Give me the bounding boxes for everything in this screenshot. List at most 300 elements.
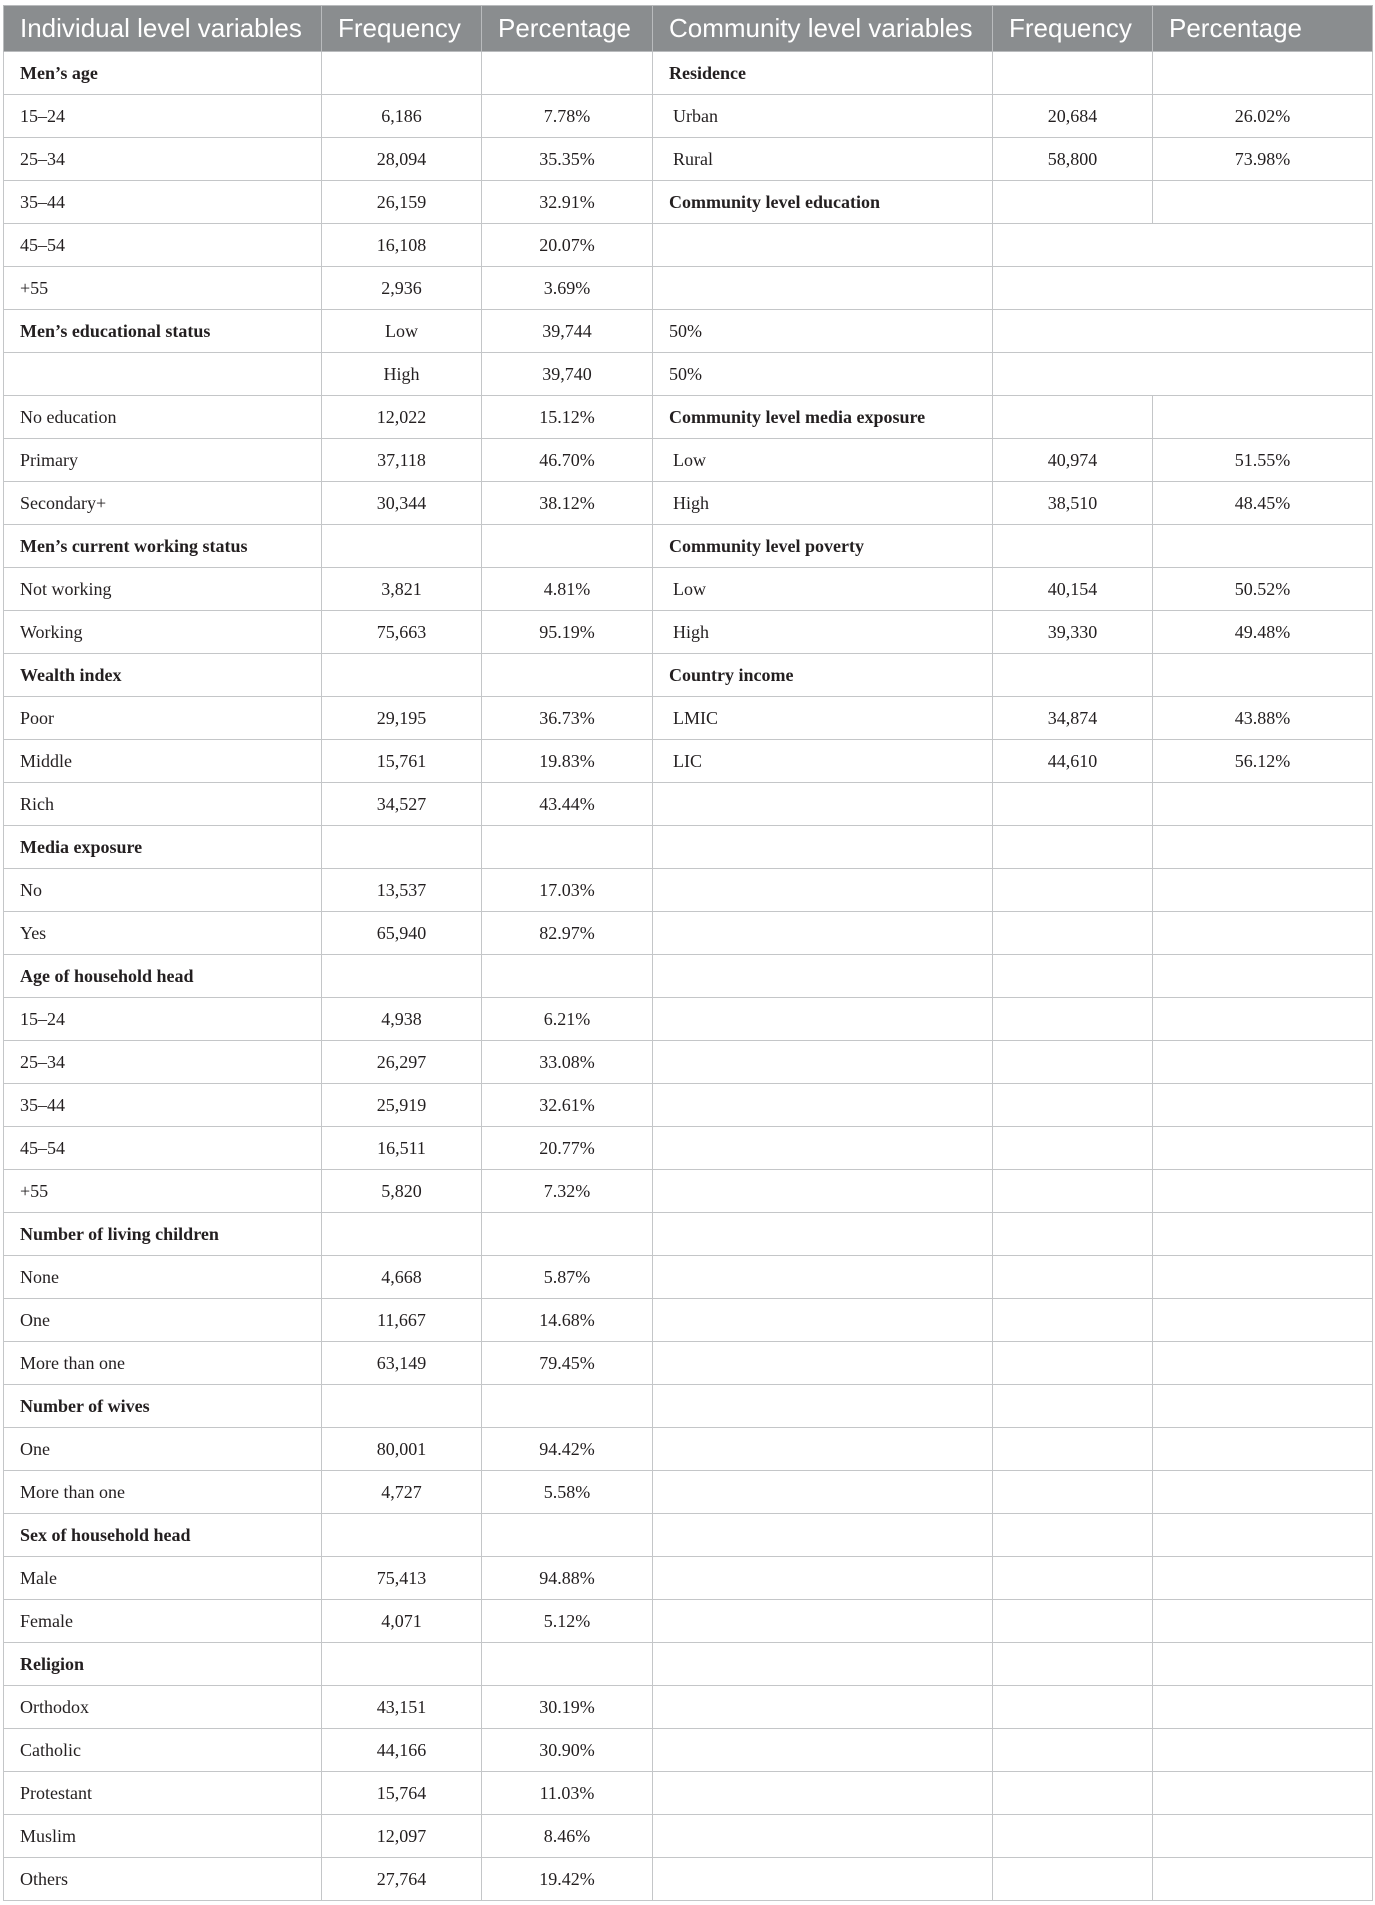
frequency-cell <box>993 1127 1153 1170</box>
frequency-cell <box>993 1084 1153 1127</box>
table-row <box>4 697 1373 740</box>
community-variable-cell <box>653 267 993 310</box>
community-variable-cell <box>653 869 993 912</box>
community-variable-cell <box>653 1686 993 1729</box>
individual-variable-cell: Middle <box>4 740 322 783</box>
individual-variable-cell: Sex of household head <box>4 1514 322 1557</box>
table-row <box>4 224 1373 267</box>
frequency-cell: 4,071 <box>322 1600 482 1643</box>
percentage-cell <box>1153 1299 1373 1342</box>
header-individual-variables: Individual level variables <box>4 6 322 52</box>
percentage-cell <box>1153 525 1373 568</box>
individual-variable-cell: None <box>4 1256 322 1299</box>
percentage-cell: 30.19% <box>482 1686 653 1729</box>
frequency-cell: 12,097 <box>322 1815 482 1858</box>
community-variable-cell <box>653 1729 993 1772</box>
table-row <box>4 439 1373 482</box>
frequency-cell: 63,149 <box>322 1342 482 1385</box>
community-variable-cell <box>653 912 993 955</box>
percentage-cell: 20.07% <box>482 224 653 267</box>
frequency-cell <box>322 826 482 869</box>
individual-variable-cell: Orthodox <box>4 1686 322 1729</box>
frequency-cell <box>993 525 1153 568</box>
percentage-cell <box>1153 1342 1373 1385</box>
community-variable-cell <box>653 1342 993 1385</box>
frequency-cell: 80,001 <box>322 1428 482 1471</box>
percentage-cell <box>1153 998 1373 1041</box>
frequency-cell <box>993 181 1153 224</box>
percentage-cell: 3.69% <box>482 267 653 310</box>
frequency-cell: 5,820 <box>322 1170 482 1213</box>
frequency-cell <box>993 1428 1153 1471</box>
frequency-cell: 40,154 <box>993 568 1153 611</box>
community-variable-cell: Community level media exposure <box>653 396 993 439</box>
community-variable-cell <box>653 783 993 826</box>
percentage-cell: 5.12% <box>482 1600 653 1643</box>
frequency-cell: 43,151 <box>322 1686 482 1729</box>
table-row <box>4 310 1373 353</box>
community-variable-cell <box>653 1127 993 1170</box>
percentage-cell <box>1153 1858 1373 1901</box>
frequency-cell: 28,094 <box>322 138 482 181</box>
frequency-cell <box>322 1213 482 1256</box>
individual-variable-cell: Not working <box>4 568 322 611</box>
table-row <box>4 1342 1373 1385</box>
percentage-cell: 15.12% <box>482 396 653 439</box>
frequency-cell <box>993 1643 1153 1686</box>
frequency-cell: 15,761 <box>322 740 482 783</box>
percentage-cell: 38.12% <box>482 482 653 525</box>
frequency-cell <box>993 1815 1153 1858</box>
frequency-cell <box>993 1170 1153 1213</box>
individual-variable-cell: 35–44 <box>4 1084 322 1127</box>
table-row <box>4 998 1373 1041</box>
frequency-cell: 75,413 <box>322 1557 482 1600</box>
community-variable-cell: Low <box>653 568 993 611</box>
percentage-cell: 46.70% <box>482 439 653 482</box>
frequency-cell: 11,667 <box>322 1299 482 1342</box>
community-variable-cell <box>653 955 993 998</box>
percentage-cell: 19.42% <box>482 1858 653 1901</box>
community-variable-cell <box>653 1213 993 1256</box>
individual-variable-cell: Age of household head <box>4 955 322 998</box>
table-row <box>4 52 1373 95</box>
frequency-cell: 39,330 <box>993 611 1153 654</box>
community-variable-cell <box>653 1815 993 1858</box>
table-row <box>4 955 1373 998</box>
frequency-cell <box>993 1041 1153 1084</box>
table-row <box>4 482 1373 525</box>
individual-variable-cell: Men’s educational status <box>4 310 322 353</box>
percentage-cell <box>1153 1170 1373 1213</box>
frequency-cell <box>993 1471 1153 1514</box>
community-variable-cell: Rural <box>653 138 993 181</box>
individual-variable-cell: More than one <box>4 1471 322 1514</box>
frequency-cell: Low <box>322 310 482 353</box>
individual-variable-cell: Number of living children <box>4 1213 322 1256</box>
individual-variable-cell: Religion <box>4 1643 322 1686</box>
percentage-cell <box>482 1643 653 1686</box>
community-variable-cell: High <box>653 482 993 525</box>
individual-variable-cell: No education <box>4 396 322 439</box>
percentage-cell <box>482 1213 653 1256</box>
table-row <box>4 1471 1373 1514</box>
table-row <box>4 1084 1373 1127</box>
community-variable-cell: 50% <box>653 310 993 353</box>
table-row <box>4 1213 1373 1256</box>
table-row <box>4 912 1373 955</box>
table-row <box>4 1256 1373 1299</box>
percentage-cell <box>1153 1600 1373 1643</box>
percentage-cell: 14.68% <box>482 1299 653 1342</box>
percentage-cell: 49.48% <box>1153 611 1373 654</box>
frequency-cell <box>993 353 1373 396</box>
frequency-cell <box>993 1299 1153 1342</box>
frequency-cell: 15,764 <box>322 1772 482 1815</box>
percentage-cell: 32.61% <box>482 1084 653 1127</box>
table-row <box>4 138 1373 181</box>
frequency-cell <box>993 1772 1153 1815</box>
community-variable-cell: LMIC <box>653 697 993 740</box>
frequency-cell <box>322 955 482 998</box>
percentage-cell: 17.03% <box>482 869 653 912</box>
table-row <box>4 525 1373 568</box>
individual-variable-cell: 45–54 <box>4 224 322 267</box>
percentage-cell <box>482 826 653 869</box>
frequency-cell: 26,297 <box>322 1041 482 1084</box>
percentage-cell <box>1153 783 1373 826</box>
percentage-cell <box>1153 1772 1373 1815</box>
individual-variable-cell: More than one <box>4 1342 322 1385</box>
table-row <box>4 1600 1373 1643</box>
frequency-cell <box>993 1557 1153 1600</box>
individual-variable-cell: Media exposure <box>4 826 322 869</box>
table-row <box>4 353 1373 396</box>
individual-variable-cell: Number of wives <box>4 1385 322 1428</box>
percentage-cell <box>1153 1729 1373 1772</box>
table-header <box>4 6 1373 52</box>
frequency-cell <box>993 1600 1153 1643</box>
individual-variable-cell: 15–24 <box>4 998 322 1041</box>
frequency-cell: 40,974 <box>993 439 1153 482</box>
frequency-cell: 30,344 <box>322 482 482 525</box>
data-table <box>3 5 1373 1901</box>
frequency-cell: 75,663 <box>322 611 482 654</box>
individual-variable-cell: Primary <box>4 439 322 482</box>
frequency-cell <box>993 1686 1153 1729</box>
percentage-cell <box>1153 396 1373 439</box>
frequency-cell: 4,668 <box>322 1256 482 1299</box>
frequency-cell <box>993 912 1153 955</box>
frequency-cell: 26,159 <box>322 181 482 224</box>
percentage-cell <box>1153 869 1373 912</box>
percentage-cell <box>1153 654 1373 697</box>
table-row <box>4 654 1373 697</box>
header-frequency: Frequency <box>993 6 1153 52</box>
community-variable-cell <box>653 1600 993 1643</box>
frequency-cell <box>993 1385 1153 1428</box>
header-community-variables: Community level variables <box>653 6 993 52</box>
individual-variable-cell: One <box>4 1299 322 1342</box>
individual-variable-cell: +55 <box>4 267 322 310</box>
table-row <box>4 1385 1373 1428</box>
percentage-cell <box>1153 1514 1373 1557</box>
community-variable-cell: Low <box>653 439 993 482</box>
frequency-cell <box>322 525 482 568</box>
percentage-cell: 4.81% <box>482 568 653 611</box>
individual-variable-cell: Rich <box>4 783 322 826</box>
individual-variable-cell: Men’s age <box>4 52 322 95</box>
individual-variable-cell: 45–54 <box>4 1127 322 1170</box>
percentage-cell <box>482 525 653 568</box>
frequency-cell <box>993 998 1153 1041</box>
percentage-cell: 95.19% <box>482 611 653 654</box>
percentage-cell <box>1153 1471 1373 1514</box>
individual-variable-cell: 15–24 <box>4 95 322 138</box>
percentage-cell <box>1153 1643 1373 1686</box>
percentage-cell <box>1153 1557 1373 1600</box>
percentage-cell: 32.91% <box>482 181 653 224</box>
percentage-cell: 19.83% <box>482 740 653 783</box>
frequency-cell: 27,764 <box>322 1858 482 1901</box>
frequency-cell: 12,022 <box>322 396 482 439</box>
community-variable-cell <box>653 826 993 869</box>
individual-variable-cell: Secondary+ <box>4 482 322 525</box>
frequency-cell: High <box>322 353 482 396</box>
individual-variable-cell: One <box>4 1428 322 1471</box>
frequency-cell <box>993 396 1153 439</box>
table-body <box>4 52 1373 1901</box>
individual-variable-cell: 25–34 <box>4 138 322 181</box>
percentage-cell: 73.98% <box>1153 138 1373 181</box>
percentage-cell <box>1153 1084 1373 1127</box>
frequency-cell: 44,166 <box>322 1729 482 1772</box>
community-variable-cell <box>653 1772 993 1815</box>
frequency-cell: 34,527 <box>322 783 482 826</box>
frequency-cell: 58,800 <box>993 138 1153 181</box>
percentage-cell: 43.44% <box>482 783 653 826</box>
frequency-cell: 13,537 <box>322 869 482 912</box>
individual-variable-cell: Yes <box>4 912 322 955</box>
community-variable-cell <box>653 1557 993 1600</box>
percentage-cell <box>1153 955 1373 998</box>
community-variable-cell: Community level education <box>653 181 993 224</box>
percentage-cell <box>1153 1815 1373 1858</box>
frequency-cell <box>993 783 1153 826</box>
table-row <box>4 1686 1373 1729</box>
percentage-cell: 35.35% <box>482 138 653 181</box>
table-row <box>4 1729 1373 1772</box>
individual-variable-cell: Poor <box>4 697 322 740</box>
frequency-cell <box>993 310 1373 353</box>
frequency-cell <box>993 1514 1153 1557</box>
percentage-cell: 56.12% <box>1153 740 1373 783</box>
frequency-cell <box>993 955 1153 998</box>
percentage-cell: 94.42% <box>482 1428 653 1471</box>
frequency-cell: 38,510 <box>993 482 1153 525</box>
table-row <box>4 740 1373 783</box>
community-variable-cell: Country income <box>653 654 993 697</box>
percentage-cell: 6.21% <box>482 998 653 1041</box>
percentage-cell <box>1153 1385 1373 1428</box>
table-row <box>4 1858 1373 1901</box>
header-percentage: Percentage <box>1153 6 1373 52</box>
table-row <box>4 568 1373 611</box>
percentage-cell <box>482 955 653 998</box>
community-variable-cell: Residence <box>653 52 993 95</box>
individual-variable-cell: Catholic <box>4 1729 322 1772</box>
percentage-cell <box>1153 52 1373 95</box>
frequency-cell: 44,610 <box>993 740 1153 783</box>
community-variable-cell <box>653 1256 993 1299</box>
frequency-cell: 4,938 <box>322 998 482 1041</box>
community-variable-cell <box>653 1858 993 1901</box>
header-frequency: Frequency <box>322 6 482 52</box>
frequency-cell <box>322 52 482 95</box>
community-variable-cell <box>653 1084 993 1127</box>
percentage-cell <box>482 1514 653 1557</box>
individual-variable-cell: 35–44 <box>4 181 322 224</box>
table-row <box>4 1299 1373 1342</box>
community-variable-cell <box>653 1385 993 1428</box>
percentage-cell: 39,740 <box>482 353 653 396</box>
community-variable-cell: High <box>653 611 993 654</box>
table-row <box>4 1643 1373 1686</box>
table-row <box>4 826 1373 869</box>
community-variable-cell <box>653 1428 993 1471</box>
community-variable-cell <box>653 998 993 1041</box>
percentage-cell: 7.32% <box>482 1170 653 1213</box>
frequency-cell: 6,186 <box>322 95 482 138</box>
individual-variable-cell: Female <box>4 1600 322 1643</box>
percentage-cell: 43.88% <box>1153 697 1373 740</box>
header-row <box>4 6 1373 52</box>
community-variable-cell: 50% <box>653 353 993 396</box>
community-variable-cell: Urban <box>653 95 993 138</box>
table-row <box>4 1557 1373 1600</box>
percentage-cell: 20.77% <box>482 1127 653 1170</box>
percentage-cell: 7.78% <box>482 95 653 138</box>
frequency-cell: 34,874 <box>993 697 1153 740</box>
percentage-cell: 26.02% <box>1153 95 1373 138</box>
table-row <box>4 396 1373 439</box>
community-variable-cell <box>653 1041 993 1084</box>
frequency-cell: 25,919 <box>322 1084 482 1127</box>
percentage-cell: 8.46% <box>482 1815 653 1858</box>
percentage-cell: 36.73% <box>482 697 653 740</box>
frequency-cell <box>993 654 1153 697</box>
frequency-cell <box>993 1213 1153 1256</box>
table-row <box>4 95 1373 138</box>
percentage-cell <box>482 654 653 697</box>
percentage-cell <box>1153 1041 1373 1084</box>
table-row <box>4 869 1373 912</box>
frequency-cell: 29,195 <box>322 697 482 740</box>
individual-variable-cell: Working <box>4 611 322 654</box>
table-row <box>4 1170 1373 1213</box>
frequency-cell <box>993 826 1153 869</box>
percentage-cell: 11.03% <box>482 1772 653 1815</box>
individual-variable-cell: Men’s current working status <box>4 525 322 568</box>
percentage-cell: 39,744 <box>482 310 653 353</box>
percentage-cell: 79.45% <box>482 1342 653 1385</box>
percentage-cell: 48.45% <box>1153 482 1373 525</box>
frequency-cell <box>322 1385 482 1428</box>
frequency-cell <box>993 1342 1153 1385</box>
percentage-cell <box>482 1385 653 1428</box>
frequency-cell: 20,684 <box>993 95 1153 138</box>
frequency-cell <box>993 267 1373 310</box>
individual-variable-cell: Protestant <box>4 1772 322 1815</box>
table-row <box>4 181 1373 224</box>
table-row <box>4 1815 1373 1858</box>
community-variable-cell <box>653 224 993 267</box>
individual-variable-cell: No <box>4 869 322 912</box>
table-row <box>4 1428 1373 1471</box>
table-row <box>4 1127 1373 1170</box>
table-row <box>4 1772 1373 1815</box>
frequency-cell: 2,936 <box>322 267 482 310</box>
percentage-cell <box>1153 1256 1373 1299</box>
table-row <box>4 783 1373 826</box>
community-variable-cell <box>653 1471 993 1514</box>
individual-variable-cell: Muslim <box>4 1815 322 1858</box>
percentage-cell <box>1153 826 1373 869</box>
individual-variable-cell: +55 <box>4 1170 322 1213</box>
frequency-cell <box>322 654 482 697</box>
frequency-cell <box>993 52 1153 95</box>
percentage-cell: 50.52% <box>1153 568 1373 611</box>
percentage-cell: 5.87% <box>482 1256 653 1299</box>
table-row <box>4 611 1373 654</box>
frequency-cell <box>993 1729 1153 1772</box>
individual-variable-cell: Others <box>4 1858 322 1901</box>
header-percentage: Percentage <box>482 6 653 52</box>
percentage-cell <box>482 52 653 95</box>
frequency-cell: 65,940 <box>322 912 482 955</box>
frequency-cell <box>322 1514 482 1557</box>
frequency-cell: 3,821 <box>322 568 482 611</box>
table-row <box>4 1041 1373 1084</box>
frequency-cell: 16,511 <box>322 1127 482 1170</box>
community-variable-cell <box>653 1170 993 1213</box>
percentage-cell: 82.97% <box>482 912 653 955</box>
individual-variable-cell: 25–34 <box>4 1041 322 1084</box>
individual-variable-cell: Male <box>4 1557 322 1600</box>
percentage-cell <box>1153 1127 1373 1170</box>
percentage-cell <box>1153 912 1373 955</box>
table-row <box>4 267 1373 310</box>
percentage-cell <box>1153 1428 1373 1471</box>
table-row <box>4 1514 1373 1557</box>
community-variable-cell <box>653 1514 993 1557</box>
frequency-cell <box>322 1643 482 1686</box>
frequency-cell <box>993 1256 1153 1299</box>
individual-variable-cell: Wealth index <box>4 654 322 697</box>
frequency-cell: 4,727 <box>322 1471 482 1514</box>
community-variable-cell: Community level poverty <box>653 525 993 568</box>
percentage-cell <box>1153 1213 1373 1256</box>
percentage-cell: 94.88% <box>482 1557 653 1600</box>
community-variable-cell <box>653 1643 993 1686</box>
frequency-cell <box>993 869 1153 912</box>
frequency-cell <box>993 1858 1153 1901</box>
percentage-cell: 33.08% <box>482 1041 653 1084</box>
percentage-cell: 30.90% <box>482 1729 653 1772</box>
percentage-cell <box>1153 181 1373 224</box>
frequency-cell: 37,118 <box>322 439 482 482</box>
frequency-cell <box>993 224 1373 267</box>
